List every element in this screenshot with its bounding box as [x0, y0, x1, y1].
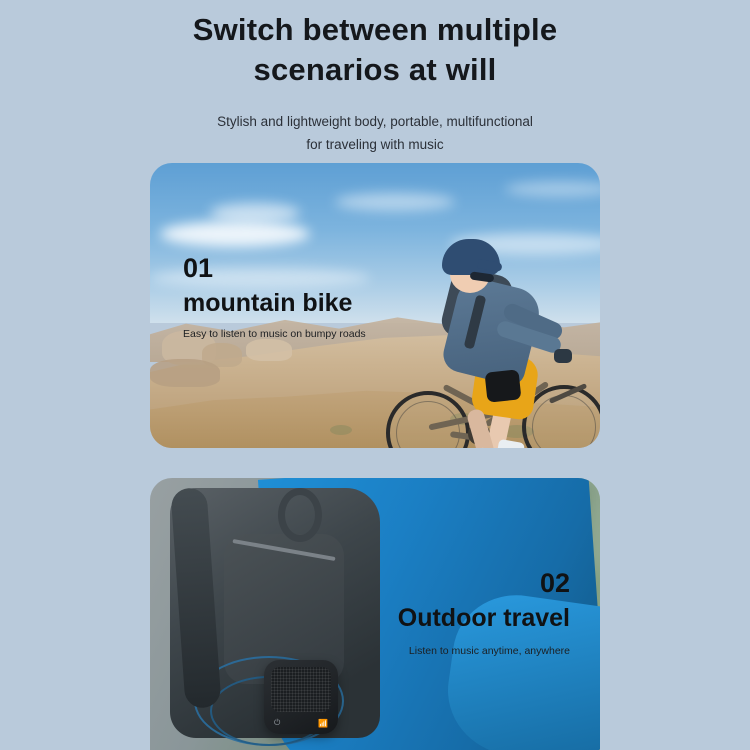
- rock: [150, 359, 220, 387]
- backpack-handle-loop: [278, 488, 322, 542]
- scenario-description: Easy to listen to music on bumpy roads: [183, 328, 366, 340]
- backpack-shoulder-strap: [170, 487, 221, 709]
- page-header: [0, 0, 750, 156]
- scenario-number: 01: [183, 253, 214, 283]
- rider-glove: [554, 349, 572, 363]
- page-title: Switch between multiple scenarios at will: [192, 12, 558, 87]
- scenario-1-caption: [183, 255, 366, 340]
- power-icon: ⏻: [274, 718, 281, 727]
- rock: [246, 339, 292, 361]
- cloud: [160, 221, 310, 247]
- bluetooth-speaker: [264, 660, 338, 734]
- bluetooth-speaker: [485, 369, 522, 402]
- speaker-grille: [271, 667, 331, 712]
- scenario-heading: mountain bike: [183, 289, 353, 317]
- scenario-description: Listen to music anytime, anywhere: [408, 645, 570, 657]
- shrub: [330, 425, 352, 435]
- bluetooth-icon: 📶: [318, 718, 328, 728]
- cloud: [335, 193, 455, 211]
- scenario-number: 02: [539, 568, 570, 598]
- scenario-2-caption: [398, 570, 570, 657]
- scenario-card-1: [150, 163, 600, 448]
- speaker-controls: [274, 718, 328, 728]
- page-subtitle: Stylish and lightweight body, portable, multifunctional for traveling with music: [217, 114, 533, 152]
- scenario-card-2: [150, 478, 600, 750]
- scenario-heading: Outdoor travel: [397, 604, 570, 632]
- cloud: [210, 203, 300, 223]
- wheel-spokes: [532, 395, 596, 448]
